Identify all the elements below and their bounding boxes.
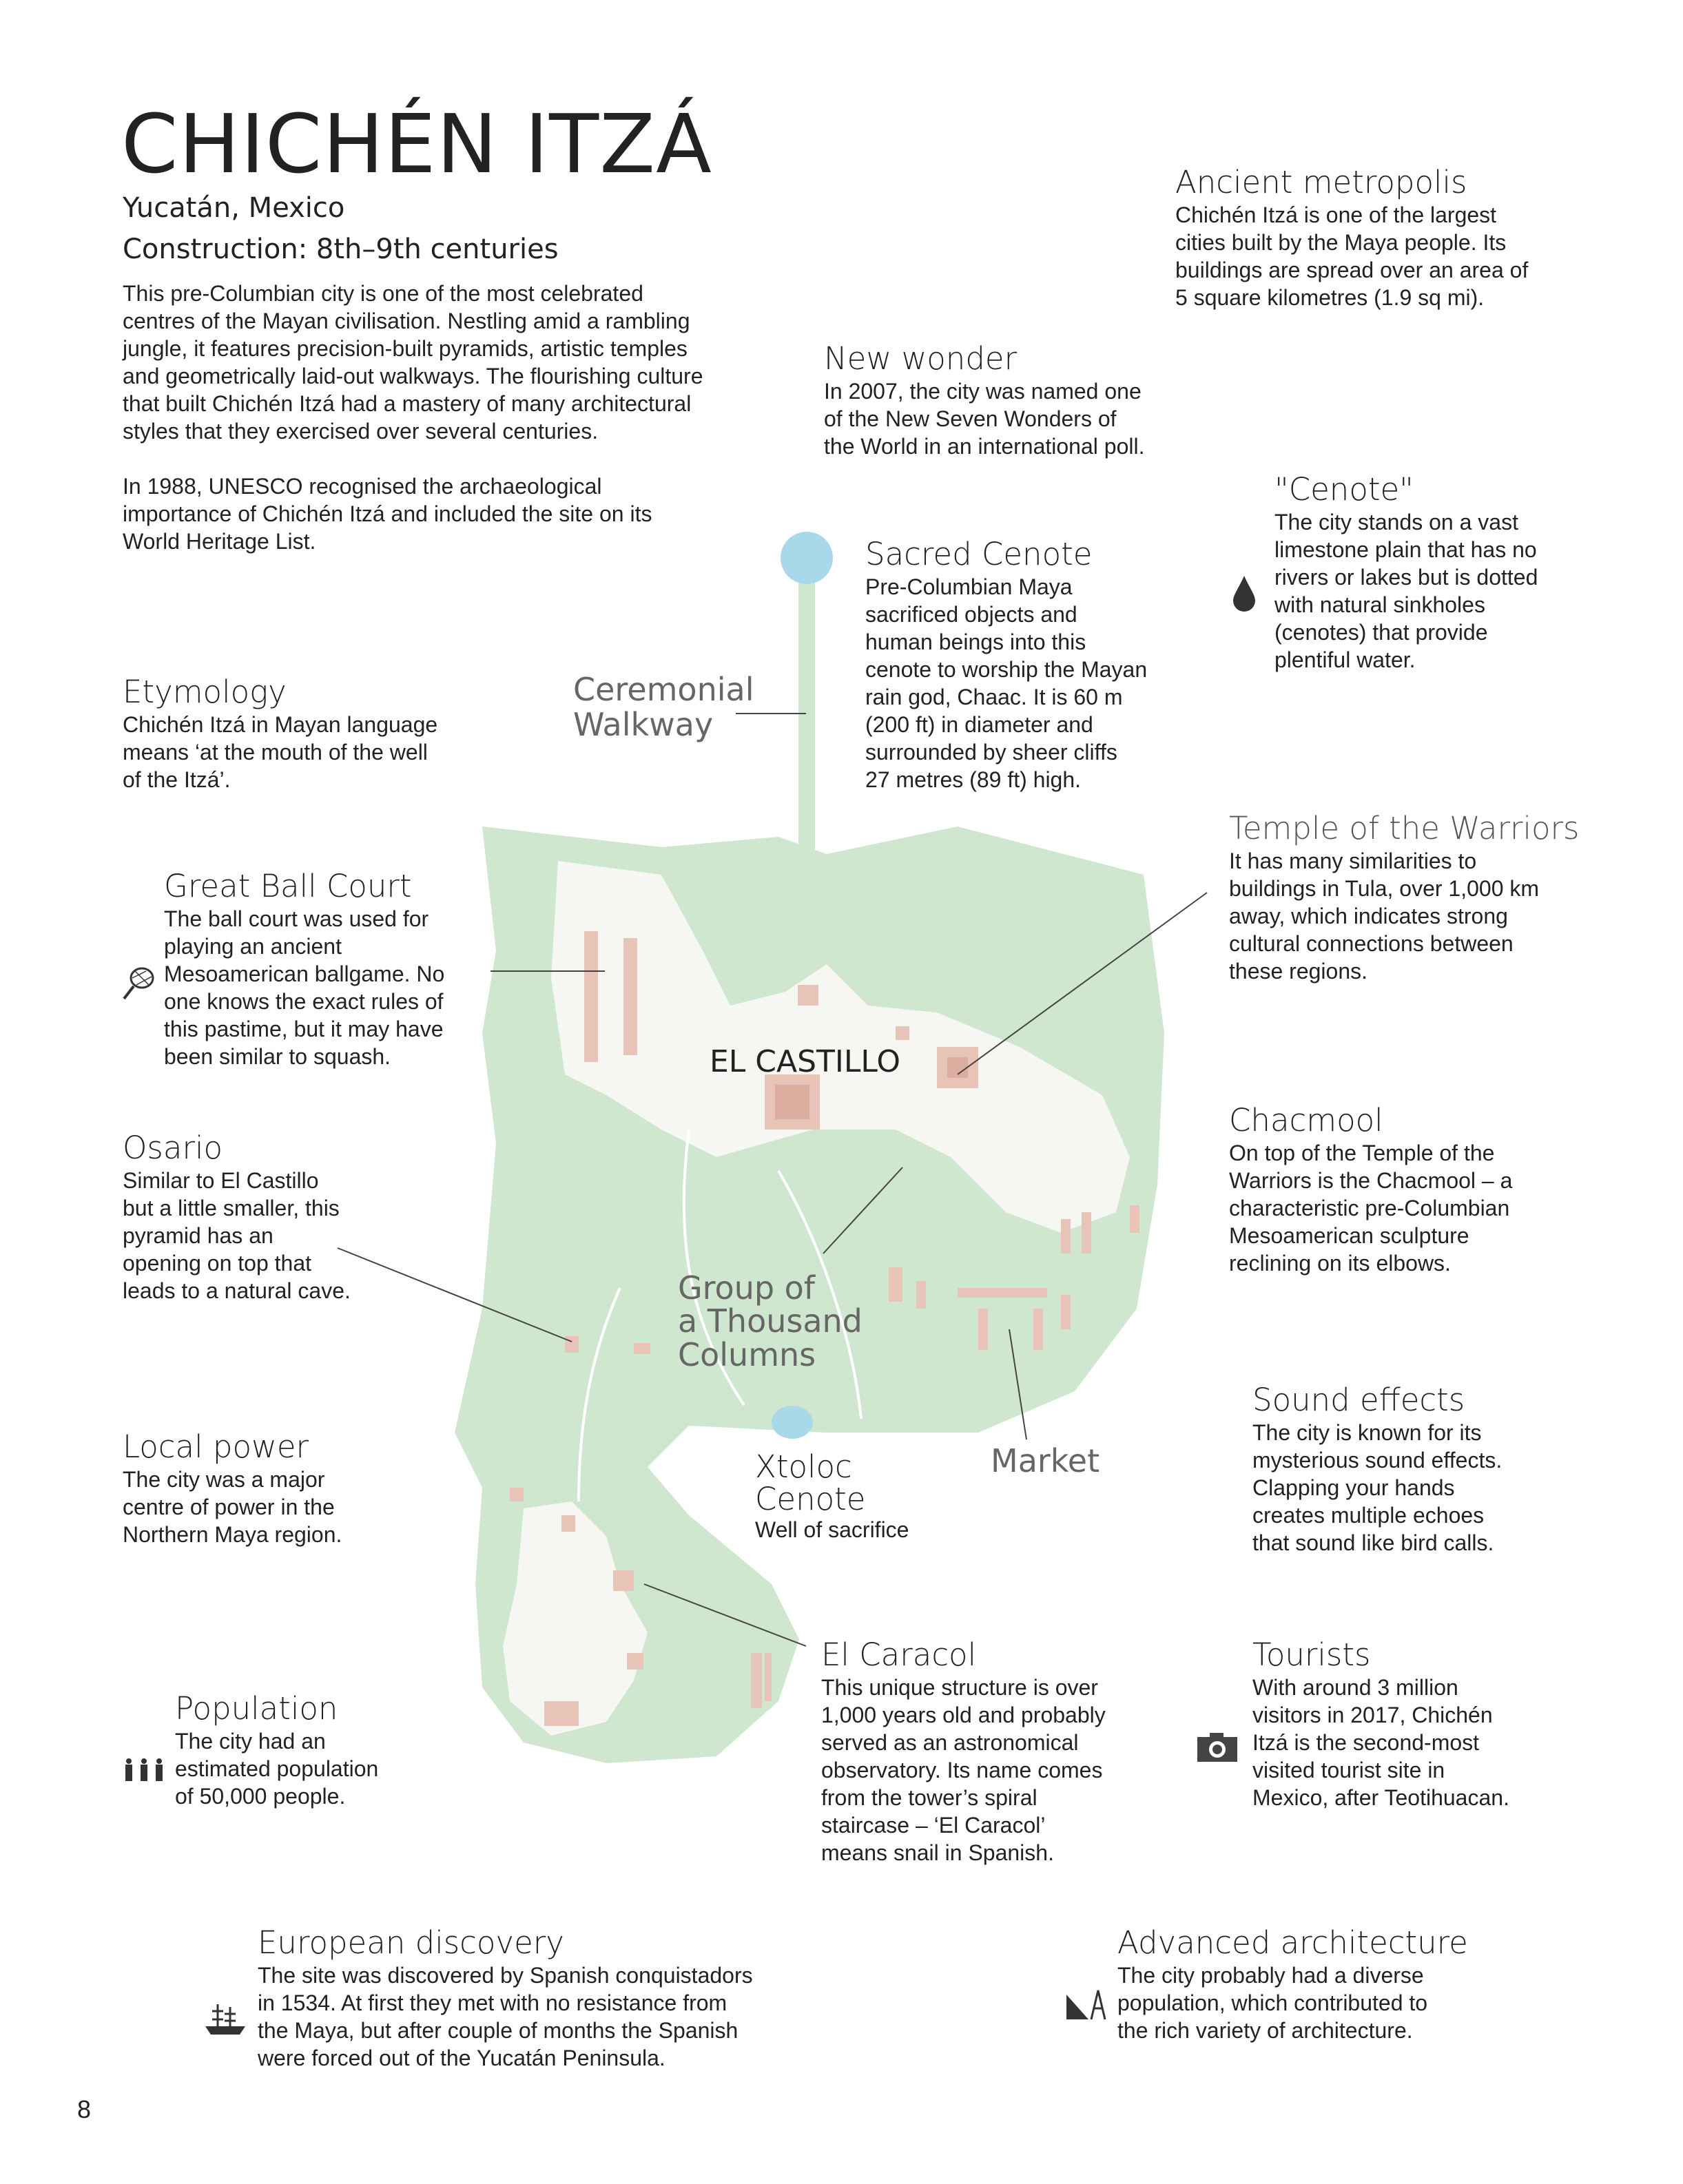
fact-line: Similar to El Castillo (123, 1168, 319, 1193)
fact-line: visitors in 2017, Chichén (1252, 1703, 1493, 1727)
fact-line: In 2007, the city was named one (824, 379, 1142, 404)
label-el-castillo: EL CASTILLO (710, 1044, 900, 1079)
fact-line: human beings into this (865, 630, 1086, 654)
fact-heading: Osario (123, 1130, 223, 1166)
fact-heading: Chacmool (1229, 1102, 1383, 1138)
fact-line: Well of sacrifice (755, 1517, 909, 1542)
fact-temple-of-the-warriors (1229, 810, 1579, 985)
fact-line: The city is known for its (1252, 1420, 1482, 1445)
fact-population (175, 1690, 378, 1810)
fact-line: surrounded by sheer cliffs (865, 740, 1117, 765)
ship-icon (204, 2001, 247, 2037)
fact-line: The city stands on a vast (1274, 510, 1518, 534)
fact-line: been similar to squash. (164, 1044, 391, 1069)
fact-line: were forced out of the Yucatán Peninsula. (258, 2046, 665, 2070)
fact-line: one knows the exact rules of (164, 989, 444, 1014)
fact-ancient-metropolis (1175, 164, 1528, 311)
fact-line: from the tower’s spiral (821, 1785, 1037, 1810)
intro-line: jungle, it features precision-built pyramids, artistic temples (123, 336, 688, 361)
construction-period: Construction: 8th–9th centuries (123, 233, 559, 265)
intro-line: and geometrically laid-out walkways. The flourishing culture (123, 364, 703, 388)
fact-line: Mexico, after Teotihuacan. (1252, 1785, 1509, 1810)
fact-heading: Ancient metropolis (1175, 164, 1467, 200)
fact-line: centre of power in the (123, 1495, 335, 1519)
fact-heading: Tourists (1252, 1636, 1371, 1673)
fact-line: the Maya, but after couple of months the Spanish (258, 2018, 739, 2043)
fact-european-discovery (258, 1924, 753, 2072)
fact-line: The ball court was used for (164, 906, 429, 931)
fact-line: It has many similarities to (1229, 849, 1477, 873)
page-number: 8 (77, 2095, 92, 2123)
fact-line: The city was a major (123, 1467, 325, 1492)
fact-line: Mesoamerican sculpture (1229, 1223, 1469, 1248)
intro-line: that built Chichén Itzá had a mastery of many architectural (123, 391, 692, 416)
fact-line: Chichén Itzá in Mayan language (123, 712, 438, 737)
fact-line: with natural sinkholes (1274, 592, 1485, 617)
fact-advanced-architecture (1117, 1924, 1468, 2044)
sacred-cenote-water (781, 532, 833, 584)
fact-line: The site was discovered by Spanish conquistadors (258, 1963, 753, 1988)
fact-line: in 1534. At first they met with no resistance from (258, 1990, 727, 2015)
fact-line: these regions. (1229, 959, 1368, 984)
fact-line: 27 metres (89 ft) high. (865, 767, 1082, 792)
fact-line: With around 3 million (1252, 1675, 1458, 1700)
label-market: Market (991, 1442, 1100, 1479)
intro-line: This pre-Columbian city is one of the most celebrated (123, 281, 643, 306)
fact-line: playing an ancient (164, 934, 342, 959)
fact-line: cultural connections between (1229, 931, 1514, 956)
intro-line: centres of the Mayan civilisation. Nestling amid a rambling (123, 309, 690, 333)
intro-line: importance of Chichén Itzá and included the site on its (123, 501, 652, 526)
fact-heading: Xtoloc (755, 1448, 852, 1485)
fact-line: On top of the Temple of the (1229, 1141, 1495, 1165)
fact-line: pyramid has an (123, 1223, 273, 1248)
fact-line: plentiful water. (1274, 647, 1416, 672)
fact-line: characteristic pre-Columbian (1229, 1196, 1510, 1220)
fact-line: leads to a natural cave. (123, 1278, 351, 1303)
fact-line: Clapping your hands (1252, 1475, 1455, 1500)
fact-heading: Local power (123, 1428, 309, 1465)
label-thousand-columns (678, 1271, 863, 1371)
fact-line: The city had an (175, 1729, 326, 1754)
fact-heading: Cenote (755, 1481, 866, 1518)
page-title: CHICHÉN ITZÁ (121, 96, 712, 191)
fact-heading: "Cenote" (1274, 471, 1414, 508)
intro-line: styles that they exercised over several centuries. (123, 419, 599, 444)
fact-line: of the New Seven Wonders of (824, 406, 1117, 431)
fact-line: means ‘at the mouth of the well (123, 740, 428, 765)
fact-heading: Etymology (123, 674, 287, 710)
fact-el-caracol (821, 1636, 1106, 1866)
fact-line: cities built by the Maya people. Its (1175, 230, 1507, 255)
fact-line: population, which contributed to (1117, 1990, 1428, 2015)
label-line: Columns (678, 1335, 816, 1373)
fact-heading: Population (175, 1690, 338, 1727)
fact-heading: Advanced architecture (1117, 1924, 1468, 1961)
fact-line: the rich variety of architecture. (1117, 2018, 1413, 2043)
fact-line: rivers or lakes but is dotted (1274, 565, 1538, 590)
fact-new-wonder (824, 340, 1144, 460)
intro-paragraph-2 (123, 472, 652, 555)
fact-line: but a little smaller, this (123, 1196, 340, 1220)
fact-line: (cenotes) that provide (1274, 620, 1488, 645)
fact-line: visited tourist site in (1252, 1758, 1445, 1782)
people-icon (123, 1758, 165, 1782)
fact-heading: Sound effects (1252, 1382, 1465, 1418)
label-line: Ceremonial (573, 671, 754, 708)
fact-sound-effects (1252, 1382, 1502, 1557)
fact-line: Pre-Columbian Maya (865, 574, 1073, 599)
fact-line: reclining on its elbows. (1229, 1251, 1451, 1276)
fact-line: 5 square kilometres (1.9 sq mi). (1175, 285, 1485, 310)
fact-line: (200 ft) in diameter and (865, 712, 1093, 737)
fact-line: buildings are spread over an area of (1175, 258, 1529, 282)
label-line: Group of (678, 1269, 816, 1307)
fact-line: Itzá is the second-most (1252, 1730, 1480, 1755)
fact-osario (123, 1130, 351, 1304)
fact-line: sacrificed objects and (865, 602, 1077, 627)
label-line: Walkway (573, 705, 714, 743)
fact-line: staircase – ‘El Caracol’ (821, 1813, 1046, 1838)
fact-line: 1,000 years old and probably (821, 1703, 1106, 1727)
fact-line: cenote to worship the Mayan (865, 657, 1148, 682)
fact-etymology (123, 674, 437, 793)
fact-line: estimated population (175, 1756, 379, 1781)
fact-line: means snail in Spanish. (821, 1840, 1054, 1865)
fact-line: served as an astronomical (821, 1730, 1079, 1755)
fact-heading: Temple of the Warriors (1229, 810, 1580, 846)
xtoloc-cenote-water (772, 1406, 813, 1439)
fact-line: buildings in Tula, over 1,000 km (1229, 876, 1540, 901)
fact-line: this pastime, but it may have (164, 1017, 444, 1041)
fact-chacmool (1229, 1102, 1512, 1277)
fact-line: observatory. Its name comes (821, 1758, 1103, 1782)
fact-local-power (123, 1428, 342, 1548)
fact-line: the World in an international poll. (824, 434, 1145, 459)
fact-line: This unique structure is over (821, 1675, 1098, 1700)
water-drop-icon (1232, 574, 1257, 613)
fact-cenote (1274, 471, 1538, 674)
ceremonial-walkway (798, 572, 815, 861)
racket-icon (121, 964, 156, 1001)
fact-xtoloc-cenote (755, 1450, 909, 1543)
fact-line: of 50,000 people. (175, 1784, 346, 1809)
camera-icon (1196, 1731, 1239, 1763)
fact-line: opening on top that (123, 1251, 312, 1276)
fact-heading: Great Ball Court (164, 868, 412, 904)
label-ceremonial-walkway (573, 672, 754, 742)
fact-heading: European discovery (258, 1924, 564, 1961)
intro-line: In 1988, UNESCO recognised the archaeological (123, 474, 602, 499)
fact-line: mysterious sound effects. (1252, 1448, 1503, 1473)
fact-line: Mesoamerican ballgame. No (164, 961, 445, 986)
fact-tourists (1252, 1636, 1509, 1811)
fact-heading: New wonder (824, 340, 1018, 377)
fact-line: Northern Maya region. (123, 1522, 342, 1547)
fact-line: rain god, Chaac. It is 60 m (865, 685, 1123, 709)
set-square-icon (1065, 1988, 1106, 2021)
fact-line: away, which indicates strong (1229, 904, 1508, 928)
intro-paragraph-1 (123, 280, 703, 445)
location: Yucatán, Mexico (123, 192, 345, 224)
label-line: a Thousand (678, 1302, 863, 1340)
fact-line: Warriors is the Chacmool – a (1229, 1168, 1513, 1193)
fact-line: limestone plain that has no (1274, 537, 1537, 562)
fact-great-ball-court (164, 868, 444, 1070)
fact-heading: Sacred Cenote (865, 536, 1093, 572)
fact-line: The city probably had a diverse (1117, 1963, 1424, 1988)
intro-line: World Heritage List. (123, 529, 316, 554)
fact-line: of the Itzá’. (123, 767, 231, 792)
fact-line: creates multiple echoes (1252, 1503, 1485, 1528)
fact-line: that sound like bird calls. (1252, 1530, 1494, 1555)
fact-sacred-cenote (865, 536, 1147, 793)
fact-line: Chichén Itzá is one of the largest (1175, 202, 1497, 227)
fact-heading: El Caracol (821, 1636, 977, 1673)
